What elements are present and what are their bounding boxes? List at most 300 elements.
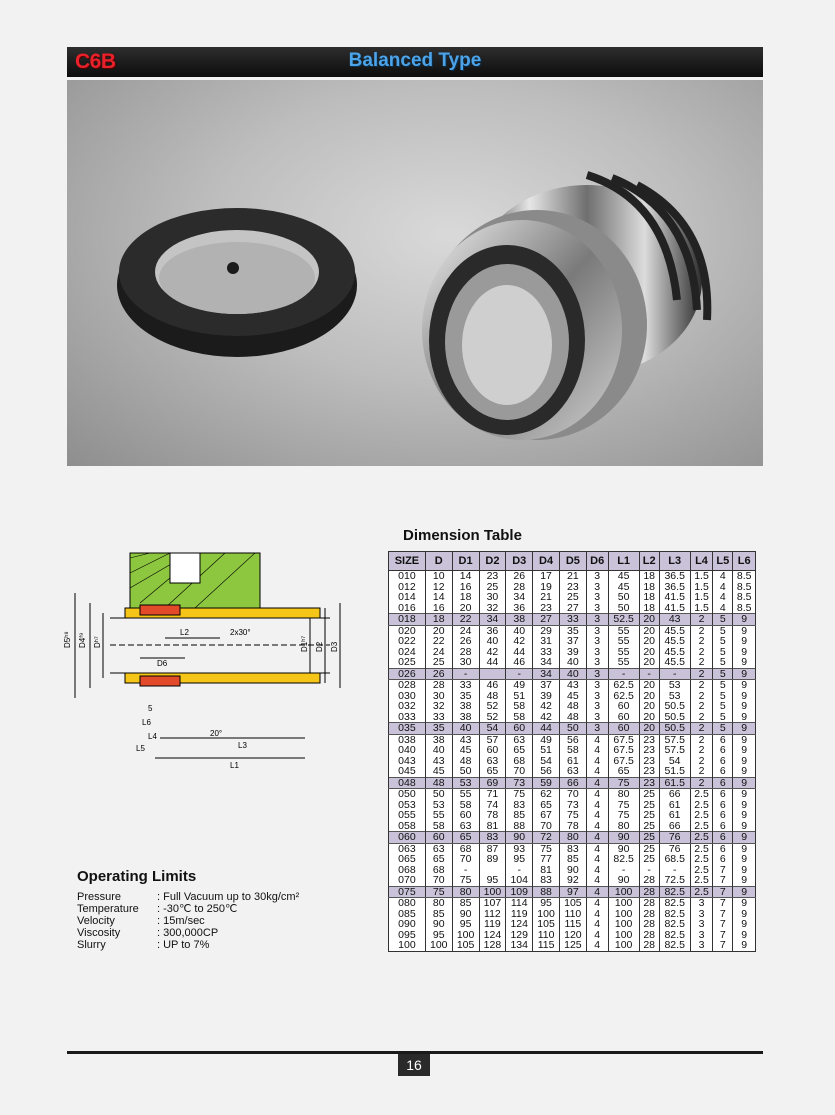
table-cell: -	[506, 865, 533, 876]
table-row	[389, 766, 756, 777]
column-header: D	[425, 552, 452, 571]
table-cell: 055	[389, 810, 426, 821]
table-cell: 18	[639, 582, 659, 593]
table-cell: 67.5	[608, 734, 639, 745]
table-row	[389, 745, 756, 756]
table-cell: 39	[533, 691, 560, 702]
table-cell: 68	[452, 843, 479, 854]
table-cell: 95	[506, 854, 533, 865]
table-cell: 59	[533, 777, 560, 789]
operating-limit-value: : 300,000CP	[157, 927, 219, 939]
table-cell: 2	[690, 636, 713, 647]
table-row	[389, 712, 756, 723]
table-cell: 23	[559, 582, 586, 593]
table-cell: 5	[713, 668, 733, 680]
table-cell: 20	[639, 614, 659, 626]
table-cell: 4	[713, 571, 733, 582]
table-cell: 33	[533, 647, 560, 658]
table-cell: 7	[713, 898, 733, 909]
table-cell: 51.5	[659, 766, 690, 777]
table-cell: 53	[452, 777, 479, 789]
table-cell: 045	[389, 766, 426, 777]
table-cell: 014	[389, 592, 426, 603]
table-row	[389, 701, 756, 712]
table-cell: 23	[639, 766, 659, 777]
table-cell: 065	[389, 854, 426, 865]
table-cell: 62	[533, 789, 560, 800]
table-cell: 31	[533, 636, 560, 647]
table-cell: 9	[733, 712, 756, 723]
table-row	[389, 886, 756, 898]
label-chamfer: 2x30°	[230, 628, 251, 637]
table-cell: 58	[506, 712, 533, 723]
table-cell: 28	[639, 930, 659, 941]
table-row	[389, 614, 756, 626]
table-cell: 129	[506, 930, 533, 941]
table-cell: 25	[639, 843, 659, 854]
table-cell: 33	[425, 712, 452, 723]
table-cell: 9	[733, 832, 756, 844]
table-cell: 018	[389, 614, 426, 626]
table-cell: 85	[559, 854, 586, 865]
table-cell: 025	[389, 657, 426, 668]
table-cell: 30	[479, 592, 506, 603]
table-cell: 48	[559, 701, 586, 712]
table-cell: 115	[533, 940, 560, 951]
table-cell: 61	[659, 810, 690, 821]
table-cell: 75	[425, 886, 452, 898]
table-cell: 3	[690, 909, 713, 920]
table-cell: 57.5	[659, 745, 690, 756]
table-cell: 68.5	[659, 854, 690, 865]
table-cell: 2	[690, 756, 713, 767]
table-cell: 1.5	[690, 603, 713, 614]
table-cell: 50	[608, 603, 639, 614]
table-cell: 29	[533, 625, 560, 636]
table-cell: 3	[586, 680, 608, 691]
table-cell: 3	[586, 603, 608, 614]
table-cell: 20	[639, 625, 659, 636]
column-header: D2	[479, 552, 506, 571]
table-cell: 012	[389, 582, 426, 593]
table-cell: 50.5	[659, 701, 690, 712]
table-cell: 2.5	[690, 886, 713, 898]
product-photo	[67, 80, 763, 466]
table-cell: 105	[533, 919, 560, 930]
table-cell: 95	[533, 898, 560, 909]
operating-limit-value: : UP to 7%	[157, 939, 210, 951]
table-cell: 043	[389, 756, 426, 767]
table-cell: 83	[559, 843, 586, 854]
table-cell: 32	[479, 603, 506, 614]
product-code: C6B	[75, 50, 116, 73]
dimension-table	[388, 551, 756, 952]
table-cell: 89	[479, 854, 506, 865]
table-cell: 3	[586, 625, 608, 636]
table-cell: 2	[690, 668, 713, 680]
table-cell: 016	[389, 603, 426, 614]
table-cell: 48	[425, 777, 452, 789]
table-cell: 2	[690, 777, 713, 789]
table-cell: 81	[479, 821, 506, 832]
table-cell: 12	[425, 582, 452, 593]
table-cell: -	[659, 668, 690, 680]
table-cell: 88	[506, 821, 533, 832]
table-cell: 76	[659, 843, 690, 854]
table-cell: 45	[559, 691, 586, 702]
table-cell: 9	[733, 898, 756, 909]
table-cell: 55	[608, 625, 639, 636]
table-cell: 26	[452, 636, 479, 647]
product-type-title: Balanced Type	[348, 50, 482, 71]
table-cell: 18	[639, 592, 659, 603]
column-header: D5	[559, 552, 586, 571]
table-cell: 9	[733, 734, 756, 745]
table-cell: 9	[733, 886, 756, 898]
table-cell: 75	[608, 810, 639, 821]
table-cell: 45	[608, 571, 639, 582]
table-cell: 21	[533, 592, 560, 603]
table-cell: 7	[713, 875, 733, 886]
table-cell: 075	[389, 886, 426, 898]
table-cell: 85	[452, 898, 479, 909]
table-cell: 35	[425, 723, 452, 735]
table-cell: 3	[586, 647, 608, 658]
table-cell: 45.5	[659, 657, 690, 668]
table-cell: 9	[733, 614, 756, 626]
table-cell: 022	[389, 636, 426, 647]
column-header: L4	[690, 552, 713, 571]
table-cell: 45	[425, 766, 452, 777]
table-cell: 65	[425, 854, 452, 865]
table-row	[389, 571, 756, 582]
table-cell: 6	[713, 843, 733, 854]
table-cell: -	[659, 865, 690, 876]
table-cell: 82.5	[659, 898, 690, 909]
table-cell: 38	[506, 614, 533, 626]
table-cell: 58	[452, 800, 479, 811]
table-row	[389, 919, 756, 930]
table-cell: 90	[608, 875, 639, 886]
table-cell: 70	[452, 854, 479, 865]
table-cell: 70	[559, 789, 586, 800]
table-cell: 4	[586, 865, 608, 876]
table-cell: 053	[389, 800, 426, 811]
table-cell: 81	[533, 865, 560, 876]
table-cell: 3	[586, 701, 608, 712]
table-cell: 3	[586, 691, 608, 702]
table-cell: 3	[586, 712, 608, 723]
table-cell: 28	[639, 919, 659, 930]
table-cell: 3	[690, 940, 713, 951]
table-cell: 2	[690, 647, 713, 658]
table-cell: 82.5	[659, 919, 690, 930]
table-cell: 8.5	[733, 571, 756, 582]
table-cell: 23	[639, 734, 659, 745]
table-cell: 4	[586, 909, 608, 920]
table-cell: -	[452, 865, 479, 876]
table-cell: 95	[425, 930, 452, 941]
operating-limit-key: Viscosity	[77, 927, 121, 939]
table-cell: 100	[608, 909, 639, 920]
table-cell: 9	[733, 723, 756, 735]
table-cell: 40	[452, 723, 479, 735]
table-cell: 2.5	[690, 875, 713, 886]
table-cell: 6	[713, 854, 733, 865]
table-cell: 4	[586, 919, 608, 930]
table-cell: 2	[690, 745, 713, 756]
table-cell: 25	[639, 810, 659, 821]
dimension-table-header	[389, 552, 756, 571]
table-cell: 87	[479, 843, 506, 854]
table-cell: 28	[425, 680, 452, 691]
table-cell: 46	[479, 680, 506, 691]
table-cell: 9	[733, 789, 756, 800]
table-cell: 54	[479, 723, 506, 735]
table-cell: 90	[425, 919, 452, 930]
label-d4: D4ᶠ⁹	[78, 632, 87, 648]
table-cell: 66	[659, 789, 690, 800]
table-cell: 78	[479, 810, 506, 821]
table-cell: 90	[452, 909, 479, 920]
table-cell: 85	[506, 810, 533, 821]
table-cell: 28	[639, 875, 659, 886]
table-cell: 53	[425, 800, 452, 811]
table-cell: 65	[479, 766, 506, 777]
operating-limits-title: Operating Limits	[77, 868, 197, 885]
table-cell: 50	[559, 723, 586, 735]
table-cell: 9	[733, 625, 756, 636]
table-cell: 65	[533, 800, 560, 811]
table-cell: 40	[425, 745, 452, 756]
table-cell: 2.5	[690, 865, 713, 876]
table-cell: 2	[690, 614, 713, 626]
table-cell: 75	[533, 843, 560, 854]
table-cell: 5	[713, 701, 733, 712]
page-number: 16	[398, 1054, 430, 1076]
table-cell: 105	[452, 940, 479, 951]
table-cell: 32	[425, 701, 452, 712]
table-cell: 2	[690, 701, 713, 712]
table-cell: 112	[479, 909, 506, 920]
table-cell: 4	[586, 854, 608, 865]
table-cell: 16	[452, 582, 479, 593]
table-cell: 26	[506, 571, 533, 582]
table-cell: 60	[425, 832, 452, 844]
table-cell: 65	[608, 766, 639, 777]
table-cell: 114	[506, 898, 533, 909]
table-cell: 9	[733, 800, 756, 811]
table-cell: 23	[639, 745, 659, 756]
table-cell: 6	[713, 745, 733, 756]
table-cell: 97	[559, 886, 586, 898]
table-cell: 78	[559, 821, 586, 832]
table-cell: 70	[533, 821, 560, 832]
table-cell: 73	[506, 777, 533, 789]
table-row	[389, 832, 756, 844]
table-cell: 25	[479, 582, 506, 593]
table-cell: 20	[639, 647, 659, 658]
table-cell: 82.5	[659, 930, 690, 941]
table-cell: 30	[425, 691, 452, 702]
table-cell: 5	[713, 723, 733, 735]
table-cell: 110	[533, 930, 560, 941]
table-cell: 36	[479, 625, 506, 636]
table-cell: 3	[586, 582, 608, 593]
table-cell: 18	[639, 571, 659, 582]
table-cell: 45	[452, 745, 479, 756]
table-cell: 56	[533, 766, 560, 777]
table-cell: 95	[479, 875, 506, 886]
table-cell: 19	[533, 582, 560, 593]
table-cell: 85	[425, 909, 452, 920]
table-cell: 90	[608, 843, 639, 854]
table-cell: 119	[506, 909, 533, 920]
table-cell: 40	[479, 636, 506, 647]
table-cell: 62.5	[608, 691, 639, 702]
table-cell: 25	[639, 789, 659, 800]
table-cell: 9	[733, 668, 756, 680]
table-cell: 3	[586, 723, 608, 735]
table-cell: 65	[506, 745, 533, 756]
table-cell: 51	[533, 745, 560, 756]
table-cell: 80	[425, 898, 452, 909]
table-cell: 42	[533, 712, 560, 723]
table-cell: 37	[559, 636, 586, 647]
table-cell: 2	[690, 657, 713, 668]
table-cell: 4	[586, 745, 608, 756]
table-cell: 4	[586, 777, 608, 789]
table-cell: 9	[733, 756, 756, 767]
table-cell: 20	[425, 625, 452, 636]
table-cell: 28	[639, 898, 659, 909]
table-cell: -	[452, 668, 479, 680]
table-cell: 100	[389, 940, 426, 951]
label-l2: L2	[180, 628, 189, 637]
table-cell: 3	[690, 919, 713, 930]
table-cell: 80	[452, 886, 479, 898]
table-cell: 026	[389, 668, 426, 680]
table-cell: 60	[608, 723, 639, 735]
column-header: L6	[733, 552, 756, 571]
table-row	[389, 854, 756, 865]
table-cell: 28	[452, 647, 479, 658]
table-cell: 068	[389, 865, 426, 876]
label-d6: D6	[157, 659, 168, 668]
table-cell: 50	[608, 592, 639, 603]
table-cell: 63	[506, 734, 533, 745]
table-cell: 74	[479, 800, 506, 811]
table-cell: 18	[425, 614, 452, 626]
table-cell: 9	[733, 657, 756, 668]
table-cell: 25	[639, 832, 659, 844]
table-cell: 43	[559, 680, 586, 691]
table-cell: 028	[389, 680, 426, 691]
cross-section-drawing	[63, 548, 340, 793]
rotating-unit-image	[422, 175, 707, 440]
table-cell: 6	[713, 756, 733, 767]
table-cell: 010	[389, 571, 426, 582]
table-cell: 50.5	[659, 723, 690, 735]
table-cell: 40	[559, 668, 586, 680]
table-cell: 72	[533, 832, 560, 844]
table-cell: 27	[533, 614, 560, 626]
table-cell: 20	[639, 636, 659, 647]
table-cell: 2.5	[690, 843, 713, 854]
table-cell: 68	[425, 865, 452, 876]
table-row	[389, 668, 756, 680]
table-cell: 20	[639, 657, 659, 668]
table-cell: 36.5	[659, 582, 690, 593]
table-cell: 82.5	[608, 854, 639, 865]
operating-limit-row	[77, 927, 299, 939]
table-cell: 5	[713, 647, 733, 658]
table-cell: 5	[713, 712, 733, 723]
table-cell: 77	[533, 854, 560, 865]
table-cell: 25	[425, 657, 452, 668]
table-cell: 61.5	[659, 777, 690, 789]
table-cell: 83	[479, 832, 506, 844]
table-cell: 54	[659, 756, 690, 767]
table-cell: 100	[608, 886, 639, 898]
table-cell: 9	[733, 919, 756, 930]
table-cell: 134	[506, 940, 533, 951]
table-cell: 040	[389, 745, 426, 756]
table-cell: 34	[506, 592, 533, 603]
table-cell: 115	[559, 919, 586, 930]
table-cell: 030	[389, 691, 426, 702]
table-cell: 1.5	[690, 571, 713, 582]
table-cell: 54	[533, 756, 560, 767]
table-cell: 9	[733, 636, 756, 647]
table-cell: 7	[713, 940, 733, 951]
table-cell: 82.5	[659, 909, 690, 920]
table-cell: 93	[506, 843, 533, 854]
table-cell: 92	[559, 875, 586, 886]
table-cell: 6	[713, 821, 733, 832]
table-cell: 100	[608, 919, 639, 930]
table-cell: 95	[452, 919, 479, 930]
table-cell: 51	[506, 691, 533, 702]
table-cell: 8.5	[733, 582, 756, 593]
table-cell: 090	[389, 919, 426, 930]
table-cell: 83	[506, 800, 533, 811]
table-cell: 5	[713, 625, 733, 636]
table-cell: 36	[506, 603, 533, 614]
table-cell: 24	[425, 647, 452, 658]
column-header: L3	[659, 552, 690, 571]
table-row	[389, 603, 756, 614]
table-cell: 34	[533, 657, 560, 668]
table-cell: 5	[713, 614, 733, 626]
table-cell: 20	[452, 603, 479, 614]
table-row	[389, 680, 756, 691]
table-cell: 2.5	[690, 810, 713, 821]
table-cell: 14	[452, 571, 479, 582]
table-cell: 67.5	[608, 745, 639, 756]
table-cell: 40	[506, 625, 533, 636]
table-cell: 45	[608, 582, 639, 593]
table-cell: 4	[586, 810, 608, 821]
table-cell: 33	[559, 614, 586, 626]
table-cell: 4	[713, 592, 733, 603]
table-cell: 46	[506, 657, 533, 668]
table-cell: 6	[713, 800, 733, 811]
table-cell: 43	[452, 734, 479, 745]
table-cell: 4	[586, 843, 608, 854]
header-bar	[67, 47, 763, 77]
table-cell: 67	[533, 810, 560, 821]
